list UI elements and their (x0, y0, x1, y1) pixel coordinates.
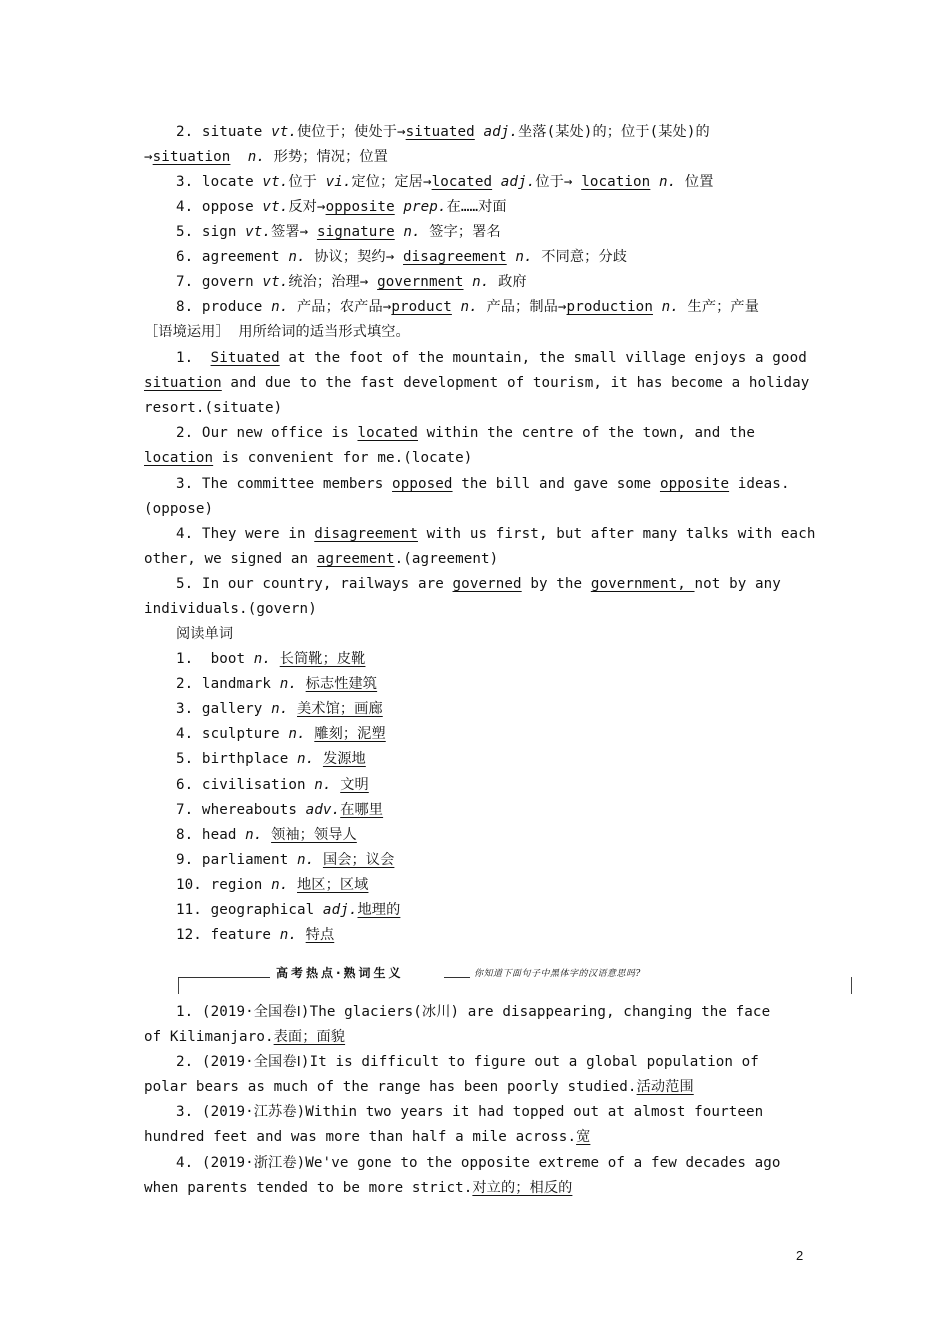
vocab-line-8: 8. produce n. 产品；农产品→product n. 产品；制品→production n. 生产；产量 (176, 299, 759, 315)
context-sentence-4b: other, we signed an agreement.(agreement) (144, 551, 499, 567)
context-sentence-5a: 5. In our country, railways are governed by the government, not by any (176, 576, 781, 592)
exam-sentence-2a: 2. (2019·全国卷Ⅰ)It is difficult to figure out a global population of (176, 1054, 759, 1070)
reading-item: 12. feature n. 特点 (176, 927, 335, 943)
reading-item: 7. whereabouts adv.在哪里 (176, 802, 384, 818)
answer-blank: disagreement (403, 249, 507, 265)
reading-item: 9. parliament n. 国会；议会 (176, 852, 395, 868)
context-sentence-1a: 1. Situated at the foot of the mountain, the small village enjoys a good (176, 350, 807, 366)
answer-blank: Situated (210, 350, 280, 366)
context-sentence-2b: location is convenient for me.(locate) (144, 450, 473, 466)
reading-item: 10. region n. 地区；区域 (176, 877, 369, 893)
answer-blank: governed (452, 576, 522, 592)
answer-blank: 表面；面貌 (273, 1029, 346, 1045)
answer-blank: 领袖；领导人 (271, 827, 357, 843)
context-sentence-3a: 3. The committee members opposed the bill and gave some opposite ideas. (176, 476, 790, 492)
answer-blank: 长筒靴；皮靴 (279, 651, 366, 667)
answer-blank: 发源地 (322, 751, 366, 767)
section-banner (178, 958, 852, 996)
reading-heading: 阅读单词 (176, 626, 234, 642)
page-number: 2 (796, 1248, 804, 1263)
exam-sentence-4b: when parents tended to be more strict.对立的；相反的 (144, 1180, 573, 1196)
answer-blank: 文明 (340, 777, 369, 793)
answer-blank: government (377, 274, 464, 290)
answer-blank: 活动范围 (636, 1079, 694, 1095)
answer-blank: situation (152, 149, 231, 165)
answer-blank: 雕刻；泥塑 (314, 726, 386, 742)
reading-item: 1. boot n. 长筒靴；皮靴 (176, 651, 366, 667)
answer-blank: 对立的；相反的 (472, 1180, 573, 1196)
answer-blank: disagreement (314, 526, 418, 542)
answer-blank: location (581, 174, 651, 190)
exam-sentence-3b: hundred feet and was more than half a mile across.宽 (144, 1129, 591, 1145)
answer-blank: 美术馆；画廊 (297, 701, 383, 717)
answer-blank: opposite (325, 199, 395, 215)
answer-blank: situated (405, 124, 475, 140)
answer-blank: situation (144, 375, 222, 391)
answer-blank: 在哪里 (340, 802, 384, 818)
reading-item: 8. head n. 领袖；领导人 (176, 827, 357, 843)
exam-sentence-4a: 4. (2019·浙江卷)We've gone to the opposite extreme of a few decades ago (176, 1155, 781, 1171)
answer-blank: located (431, 174, 493, 190)
answer-blank: 宽 (576, 1129, 591, 1145)
context-sentence-1c: resort.(situate) (144, 400, 283, 416)
exam-sentence-2b: polar bears as much of the range has been poorly studied.活动范围 (144, 1079, 694, 1095)
exam-sentence-1a: 1. (2019·全国卷Ⅰ)The glaciers(冰川) are disappearing, changing the face (176, 1004, 771, 1020)
context-sentence-3b: (oppose) (144, 501, 214, 517)
banner-hint: 你知道下面句子中黑体字的汉语意思吗? (474, 969, 641, 979)
answer-blank: opposed (392, 476, 453, 492)
answer-blank: government, (590, 576, 695, 592)
vocab-line-2a: 2. situate vt.使位于；使处于→situated adj.坐落(某处)的；位于(某处)的 (176, 124, 710, 140)
reading-item: 11. geographical adj.地理的 (176, 902, 401, 918)
reading-item: 5. birthplace n. 发源地 (176, 751, 366, 767)
answer-blank: product (391, 299, 452, 315)
answer-blank: 地区；区域 (297, 877, 369, 893)
vocab-line-4: 4. oppose vt.反对→opposite prep.在……对面 (176, 199, 507, 215)
reading-item: 2. landmark n. 标志性建筑 (176, 676, 378, 692)
answer-blank: location (144, 450, 214, 466)
banner-title: 高考热点·熟词生义 (276, 966, 404, 980)
context-sentence-5b: individuals.(govern) (144, 601, 317, 617)
exam-sentence-3a: 3. (2019·江苏卷)Within two years it had topped out at almost fourteen (176, 1104, 764, 1120)
answer-blank: signature (316, 224, 395, 240)
exam-sentence-1b: of Kilimanjaro.表面；面貌 (144, 1029, 346, 1045)
reading-item: 3. gallery n. 美术馆；画廊 (176, 701, 383, 717)
vocab-line-7: 7. govern vt.统治；治理→ government n. 政府 (176, 274, 527, 290)
answer-blank: agreement (316, 551, 395, 567)
context-heading: ［语境运用］ 用所给词的适当形式填空。 (144, 324, 410, 340)
answer-blank: production (566, 299, 653, 315)
answer-blank: 标志性建筑 (305, 676, 378, 692)
reading-item: 6. civilisation n. 文明 (176, 777, 369, 793)
answer-blank: 地理的 (357, 902, 401, 918)
vocab-line-3: 3. locate vt.位于 vi.定位；定居→located adj.位于→ location n. 位置 (176, 174, 714, 190)
context-sentence-4a: 4. They were in disagreement with us first, but after many talks with each (176, 526, 816, 542)
context-sentence-2a: 2. Our new office is located within the centre of the town, and the (176, 425, 756, 441)
reading-item: 4. sculpture n. 雕刻；泥塑 (176, 726, 386, 742)
answer-blank: 特点 (305, 927, 335, 943)
answer-blank: located (357, 425, 418, 441)
answer-blank: opposite (659, 476, 730, 492)
vocab-line-2b: →situation n. 形势；情况；位置 (144, 149, 388, 165)
context-sentence-1b: situation and due to the fast development of tourism, it has become a holiday (144, 375, 810, 391)
vocab-line-5: 5. sign vt.签署→ signature n. 签字；署名 (176, 224, 501, 240)
vocab-line-6: 6. agreement n. 协议；契约→ disagreement n. 不同意；分歧 (176, 249, 628, 265)
answer-blank: 国会；议会 (322, 852, 395, 868)
banner-rule-mid (444, 977, 470, 978)
banner-rule-left (178, 977, 270, 978)
